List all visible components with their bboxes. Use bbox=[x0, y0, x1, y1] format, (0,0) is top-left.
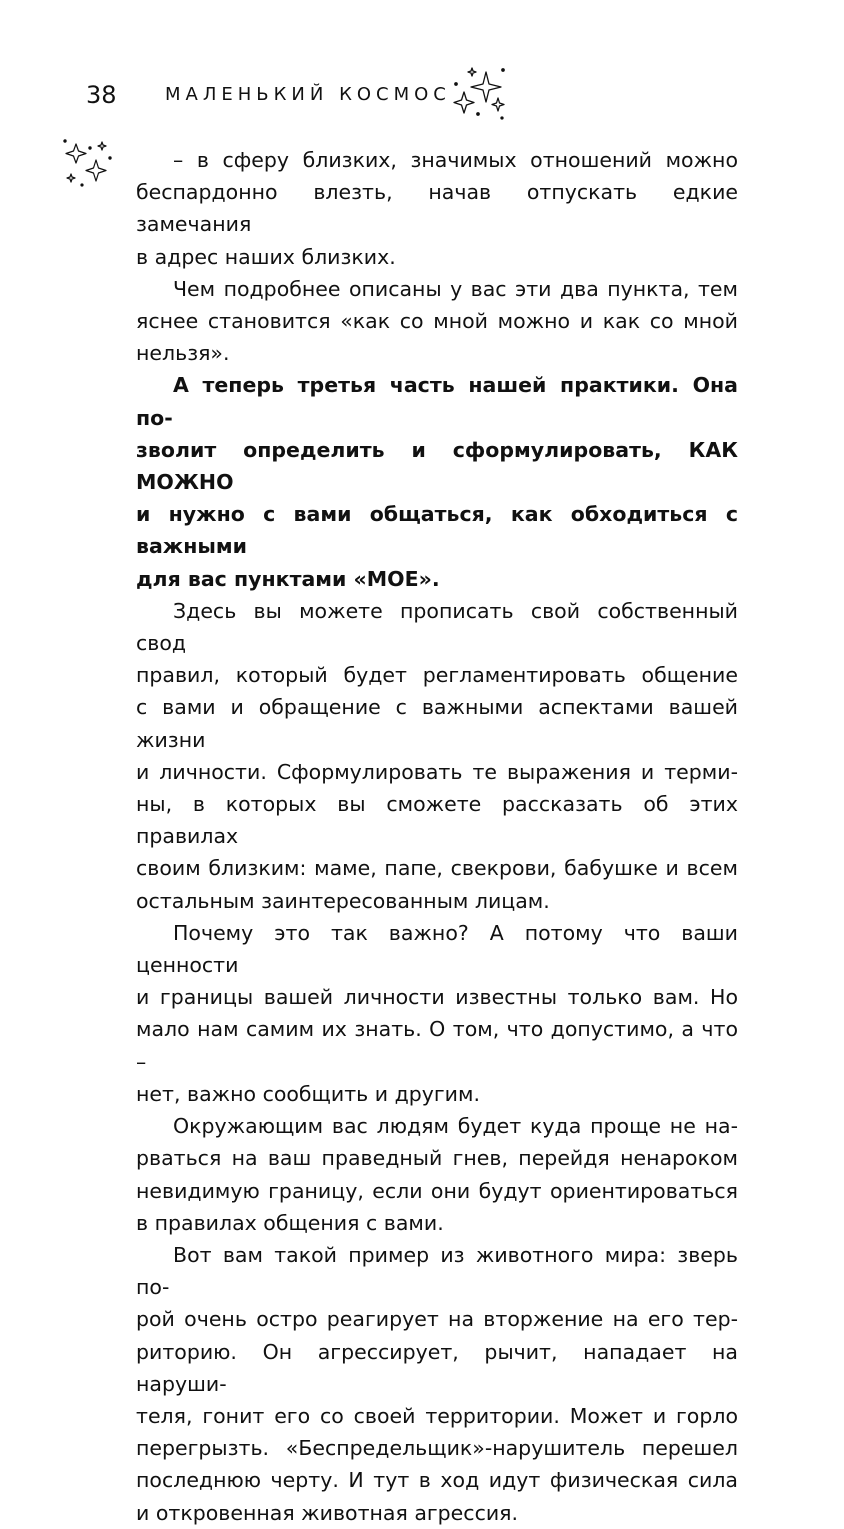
paragraph bbox=[136, 917, 738, 1110]
text-line: в адрес наших близких. bbox=[136, 244, 396, 269]
text-line: Почему это так важно? А потому что ваши ценности bbox=[136, 920, 738, 978]
bold-paragraph bbox=[136, 369, 738, 594]
text-line: в правилах общения с вами. bbox=[136, 1210, 444, 1235]
text-line: остальным заинтересованным лицам. bbox=[136, 888, 550, 913]
text-line: мало нам самим их знать. О том, что допустимо, а что – bbox=[136, 1017, 738, 1074]
paragraph bbox=[136, 595, 738, 917]
text-line: беспардонно влезть, начав отпускать едкие замечания bbox=[136, 180, 738, 237]
paragraph bbox=[136, 1110, 738, 1239]
paragraph bbox=[136, 144, 738, 273]
text-line: А теперь третья часть нашей практики. Она по- bbox=[136, 373, 738, 430]
sparkle-stars-icon bbox=[450, 62, 508, 122]
text-line: риторию. Он агрессирует, рычит, нападает на наруши- bbox=[136, 1339, 738, 1396]
text-line: Чем подробнее описаны у вас эти два пункта, тем bbox=[173, 276, 738, 301]
text-line: Окружающим вас людям будет куда проще не на- bbox=[173, 1114, 738, 1139]
text-line: рваться на ваш праведный гнев, перейдя ненароком bbox=[136, 1146, 738, 1171]
text-line: и нужно с вами общаться, как обходиться с важными bbox=[136, 502, 738, 559]
text-line: теля, гонит его со своей территории. Может и горло bbox=[136, 1403, 738, 1428]
text-line: и границы вашей личности известны только вам. Но bbox=[136, 985, 738, 1010]
page-header bbox=[0, 0, 844, 130]
page-body bbox=[136, 144, 738, 1529]
text-line: невидимую границу, если они будут ориентироваться bbox=[136, 1178, 738, 1203]
text-line: ны, в которых вы сможете рассказать об этих правилах bbox=[136, 792, 738, 849]
paragraph bbox=[136, 1239, 738, 1529]
text-line: и личности. Сформулировать те выражения и терми- bbox=[136, 759, 738, 784]
text-line: нельзя». bbox=[136, 341, 230, 366]
sparkle-stars-icon bbox=[62, 136, 114, 188]
text-line: – в сферу близких, значимых отношений можно bbox=[173, 148, 738, 172]
text-line: и откровенная животная агрессия. bbox=[136, 1500, 519, 1525]
paragraph bbox=[136, 273, 738, 370]
text-line: перегрызть. «Беспредельщик»-нарушитель перешел bbox=[136, 1436, 738, 1461]
text-line: зволит определить и сформулировать, КАК МОЖНО bbox=[136, 437, 738, 495]
text-line: с вами и обращение с важными аспектами вашей жизни bbox=[136, 695, 738, 752]
text-line: последнюю черту. И тут в ход идут физическая сила bbox=[136, 1468, 738, 1493]
running-title: МАЛЕНЬКИЙ КОСМОС bbox=[165, 84, 451, 105]
text-line: Вот вам такой пример из животного мира: зверь по- bbox=[136, 1242, 738, 1300]
text-line: правил, который будет регламентировать общение bbox=[136, 663, 738, 688]
text-line: нет, важно сообщить и другим. bbox=[136, 1081, 480, 1106]
text-line: рой очень остро реагирует на вторжение на его тер- bbox=[136, 1307, 738, 1332]
page-number: 38 bbox=[86, 81, 117, 109]
text-line: своим близким: маме, папе, свекрови, бабушке и всем bbox=[136, 856, 738, 881]
text-line: Здесь вы можете прописать свой собственный свод bbox=[136, 598, 738, 656]
text-line: для вас пунктами «МОЕ». bbox=[136, 566, 440, 591]
text-line: яснее становится «как со мной можно и как со мной bbox=[136, 309, 738, 334]
